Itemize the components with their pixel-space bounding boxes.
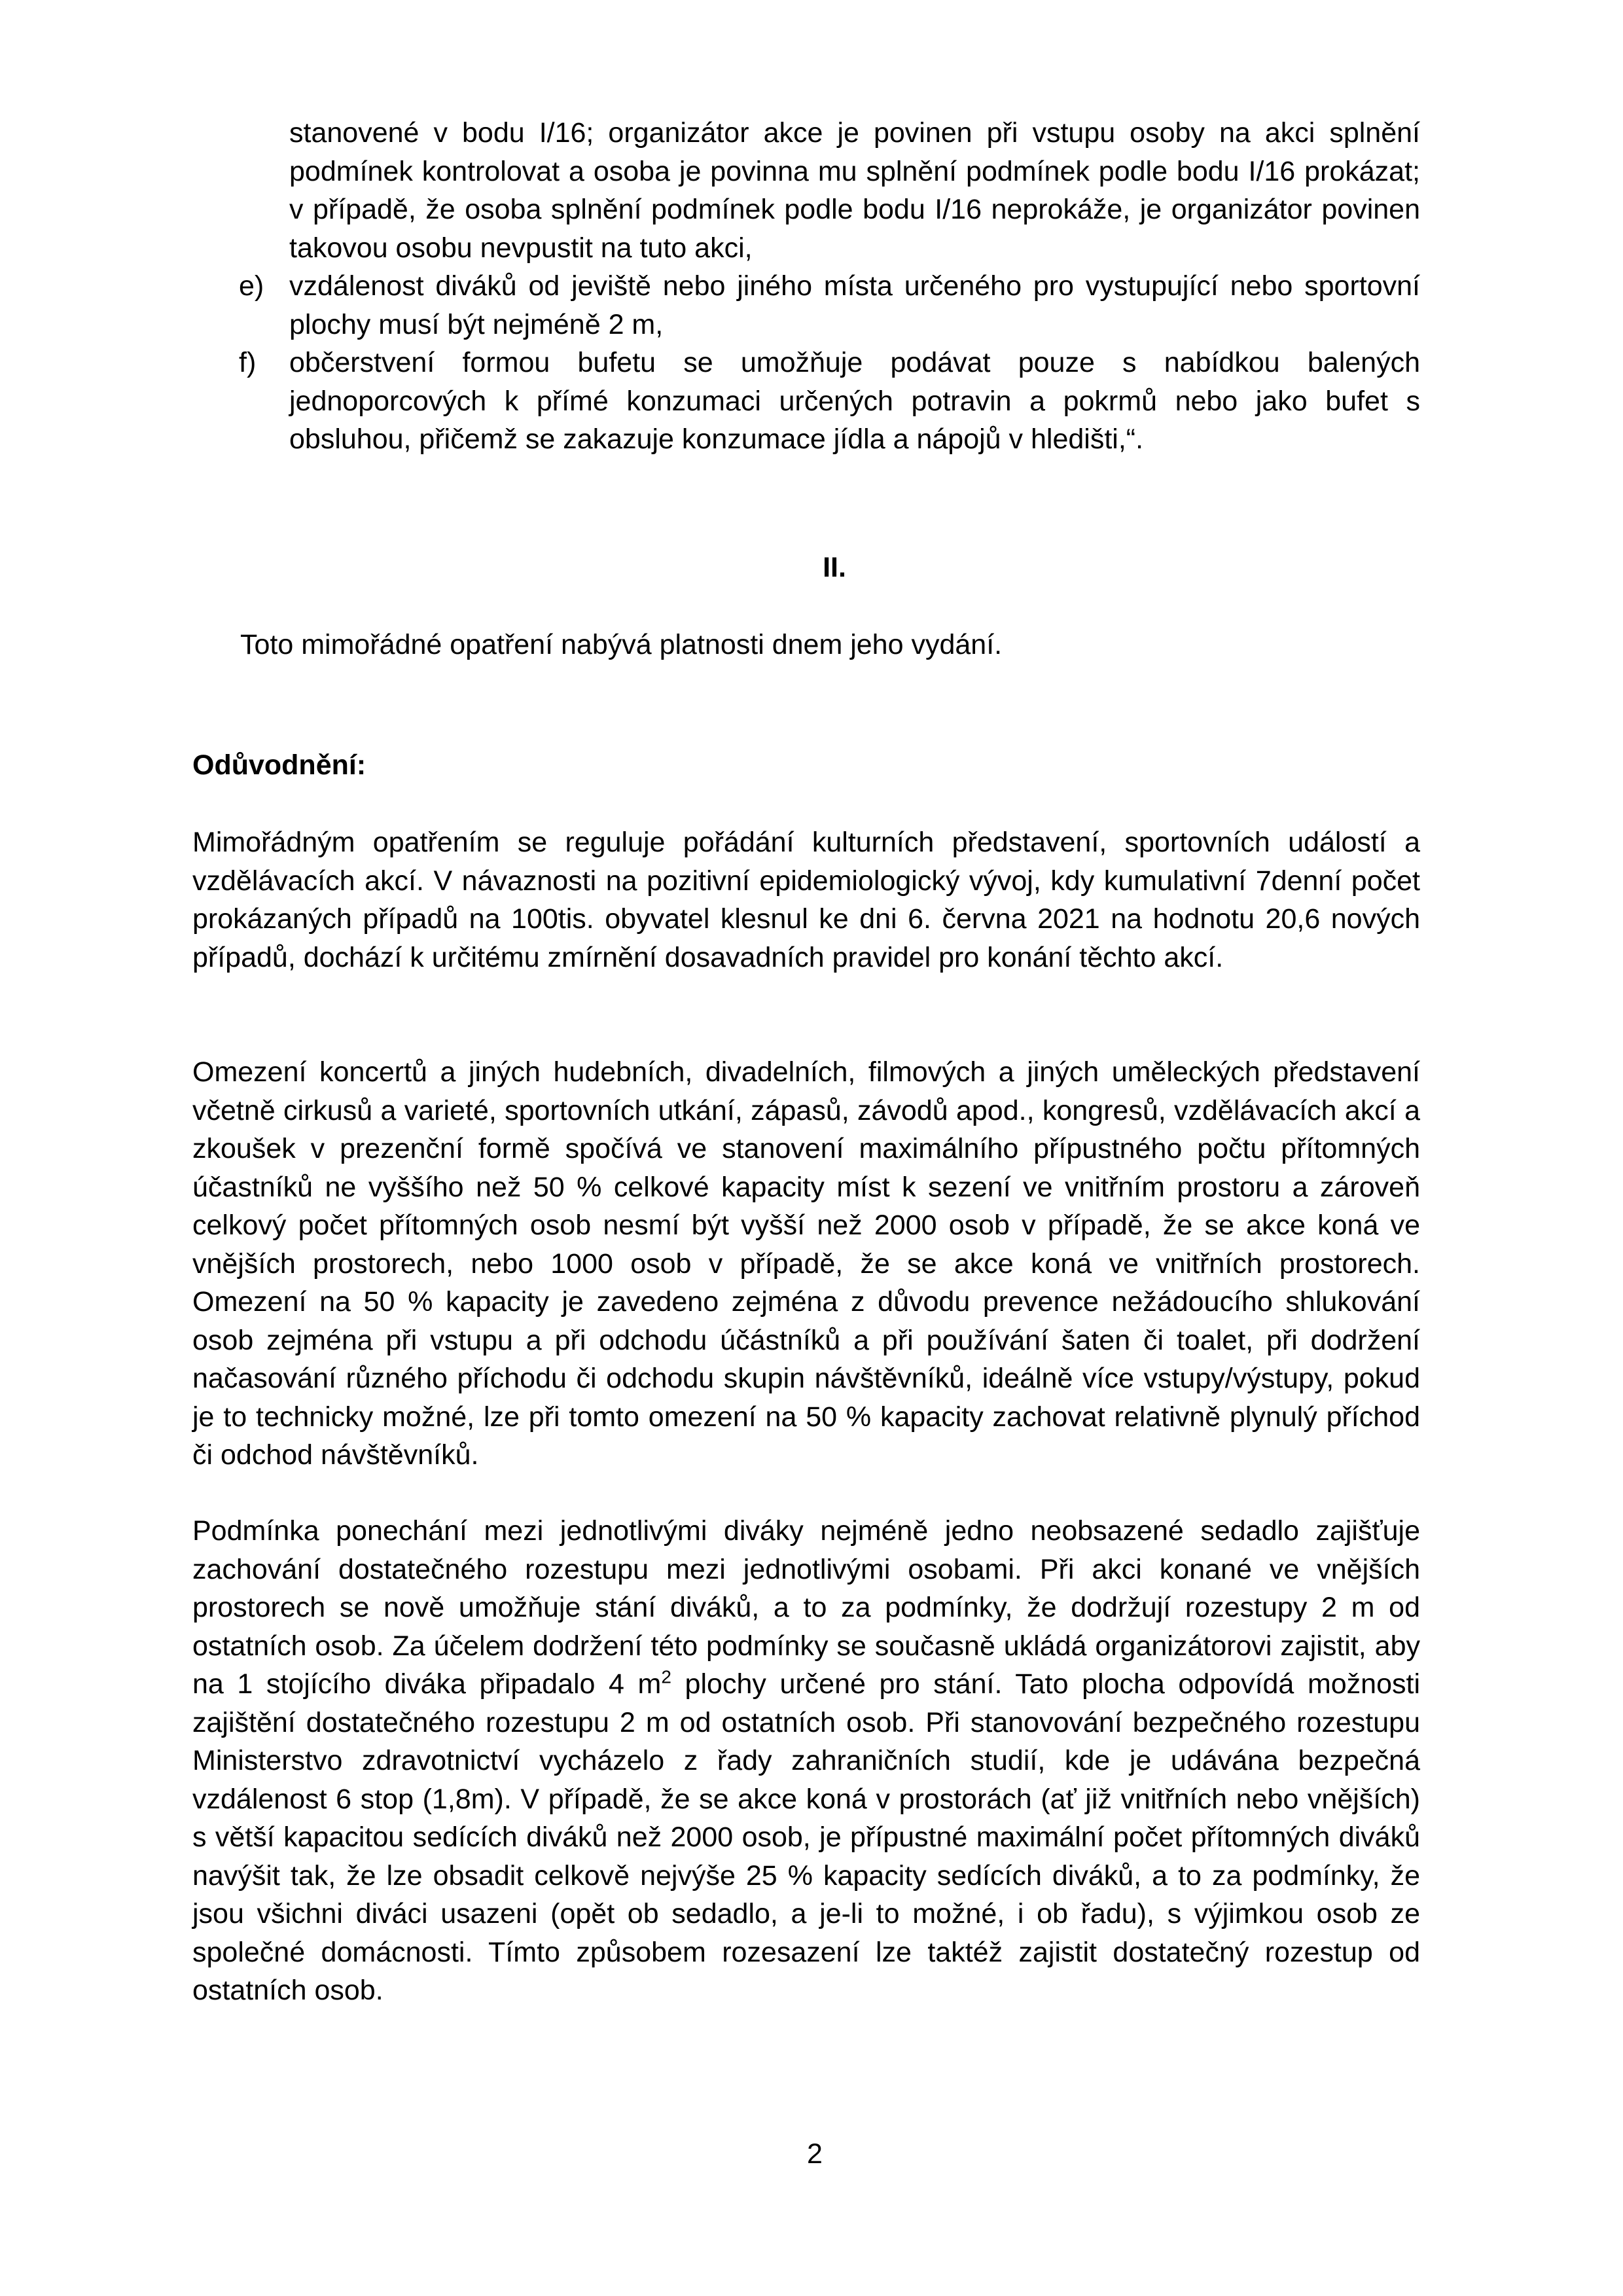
justification-paragraph-2: Omezení koncertů a jiných hudebních, divadelních, filmových a jiných uměleckých představení včetně cirkusů a varieté, sportovních utkání, zápasů, závodů apod., kongresů, vzdělávacích akcí a zkoušek v prezenční formě spočívá ve stanovení maximálního přípustného počtu přítomných účastníků ne vyššího než 50 % celkové kapacity míst k sezení ve vnitřním prostoru a zároveň celkový počet přítomných osob nesmí být vyšší než 2000 osob v případě, že se akce koná ve vnějších prostorech, nebo 1000 osob v případě, že se akce koná ve vnitřních prostorech. Omezení na 50 % kapacity je zavedeno zejména z důvodu prevence nežádoucího shlukování osob zejména při vstupu a při odchodu účástníků a při používání šaten či toalet, při dodržení načasování různého příchodu či odchodu skupin návštěvníků, ideálně více vstupy/výstupy, pokud je to technicky možné, lze při tomto omezení na 50 % kapacity zachovat relativně plynulý příchod či odchod návštěvníků.	[192, 1056, 1420, 1471]
justification-paragraph-1: Mimořádným opatřením se reguluje pořádání kulturních představení, sportovních událostí a vzdělávacích akcí. V návaznosti na pozitivní epidemiologický vývoj, kdy kumulativní 7denní počet prokázaných případů na 100tis. obyvatel klesnul ke dni 6. června 2021 na hodnotu 20,6 nových případů, dochází k určitému zmírnění dosavadních pravidel pro konání těchto akcí.	[192, 827, 1420, 973]
justification-paragraph-3	[192, 1512, 1420, 2010]
justification-heading: Odůvodnění:	[192, 749, 366, 781]
list-marker: f)	[239, 347, 257, 378]
superscript: 2	[661, 1666, 671, 1687]
paragraph-text-part: Podmínka ponechání mezi jednotlivými diváky nejméně jedno neobsazené sedadlo zajišťuje zachování dostatečného rozestupu mezi jednotlivými osobami. Při akci konané ve vnějších prostorech se nově umožňuje stání diváků, a to za podmínky, že dodržují rozestupy 2 m od ostatních osob. Za účelem dodržení této podmínky se současně ukládá organizátorovi zajistit, aby na 1 stojícího diváka připadalo 4 m	[192, 1515, 1420, 1700]
validity-statement: Toto mimořádné opatření nabývá platnosti dnem jeho vydání.	[240, 629, 1003, 660]
page-number: 2	[807, 2138, 823, 2170]
paragraph-text-part: plochy určené pro stání. Tato plocha odpovídá možnosti zajištění dostatečného rozestupu 2 m od ostatních osob. Při stanovování bezpečného rozestupu Ministerstvo zdravotnictví vycházelo z řady zahraničních studií, kde je udávána bezpečná vzdálenost 6 stop (1,8m). V případě, že se akce koná v prostorách (ať již vnitřních nebo vnějších) s větší kapacitou sedících diváků než 2000 osob, je přípustné maximální počet přítomných diváků navýšit tak, že lze obsadit celkově nejvýše 25 % kapacity sedících diváků, a to za podmínky, že jsou všichni diváci usazeni (opět ob sedadlo, a je-li to možné, i ob řadu), s výjimkou osob ze společné domácnosti. Tímto způsobem rozesazení lze taktéž zajistit dostatečný rozestup od ostatních osob.	[192, 1668, 1421, 2006]
list-marker: e)	[239, 270, 264, 302]
list-continuation-text: stanovené v bodu I/16; organizátor akce je povinen při vstupu osoby na akci splnění podmínek kontrolovat a osoba je povinna mu splnění podmínek podle bodu I/16 prokázat; v případě, že osoba splnění podmínek podle bodu I/16 neprokáže, je organizátor povinen takovou osobu nevpustit na tuto akci,	[289, 117, 1420, 264]
list-item-text: vzdálenost diváků od jeviště nebo jiného místa určeného pro vystupující nebo sportovní plochy musí být nejméně 2 m,	[289, 270, 1420, 340]
list-item-text: občerstvení formou bufetu se umožňuje podávat pouze s nabídkou balených jednoporcových k přímé konzumaci určených potravin a pokrmů nebo jako bufet s obsluhou, přičemž se zakazuje konzumace jídla a nápojů v hledišti,“.	[289, 347, 1420, 455]
section-number-heading: II.	[823, 552, 846, 583]
